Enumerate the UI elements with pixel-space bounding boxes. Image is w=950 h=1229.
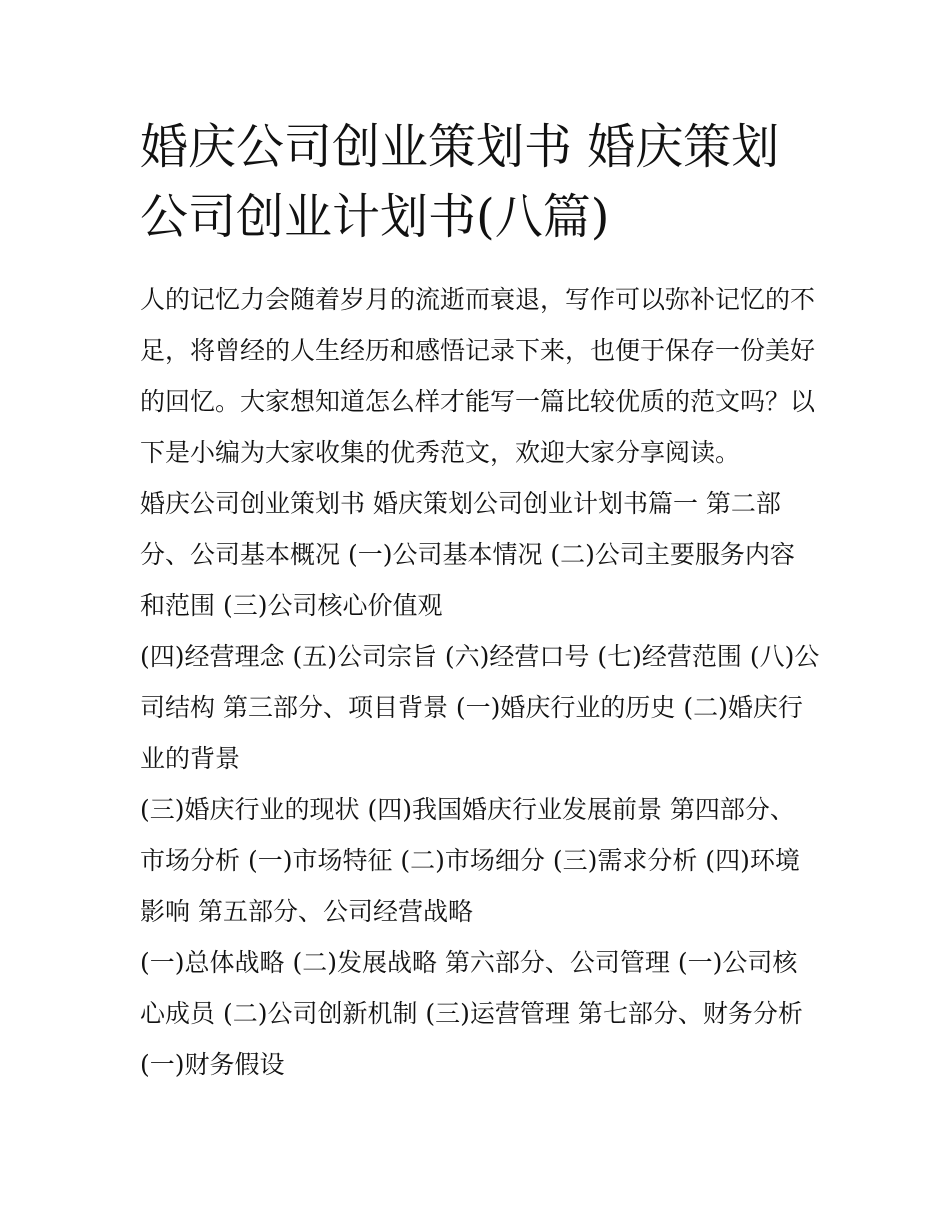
body-line: 分、公司基本概况 (一)公司基本情况 (二)公司主要服务内容 <box>140 540 795 569</box>
body-line: 司结构 第三部分、项目背景 (一)婚庆行业的历史 (二)婚庆行 <box>140 693 803 722</box>
page-title-line-1: 婚庆公司创业策划书 婚庆策划 <box>140 119 780 175</box>
body-line: 业的背景 <box>140 744 241 773</box>
body-line: 市场分析 (一)市场特征 (二)市场细分 (三)需求分析 (四)环境 <box>140 846 800 875</box>
body-line: 心成员 (二)公司创新机制 (三)运营管理 第七部分、财务分析 <box>140 999 803 1028</box>
body-line: 的回忆。大家想知道怎么样才能写一篇比较优质的范文吗？以 <box>140 387 816 416</box>
body-line: 和范围 (三)公司核心价值观 <box>140 591 443 620</box>
body-line: 影响 第五部分、公司经营战略 <box>140 897 473 926</box>
body-line: (一)财务假设 <box>140 1050 285 1079</box>
page-title-line-2: 公司创业计划书(八篇) <box>140 189 610 245</box>
body-line: 人的记忆力会随着岁月的流逝而衰退，写作可以弥补记忆的不 <box>140 285 816 314</box>
body-line: 下是小编为大家收集的优秀范文，欢迎大家分享阅读。 <box>140 438 741 467</box>
body-line: 婚庆公司创业策划书 婚庆策划公司创业计划书篇一 第二部 <box>140 489 781 518</box>
body-line: (一)总体战略 (二)发展战略 第六部分、公司管理 (一)公司核 <box>140 948 798 977</box>
body-line: 足，将曾经的人生经历和感悟记录下来，也便于保存一份美好 <box>140 336 816 365</box>
body-line: (四)经营理念 (五)公司宗旨 (六)经营口号 (七)经营范围 (八)公 <box>140 642 820 671</box>
body-line: (三)婚庆行业的现状 (四)我国婚庆行业发展前景 第四部分、 <box>140 795 795 824</box>
